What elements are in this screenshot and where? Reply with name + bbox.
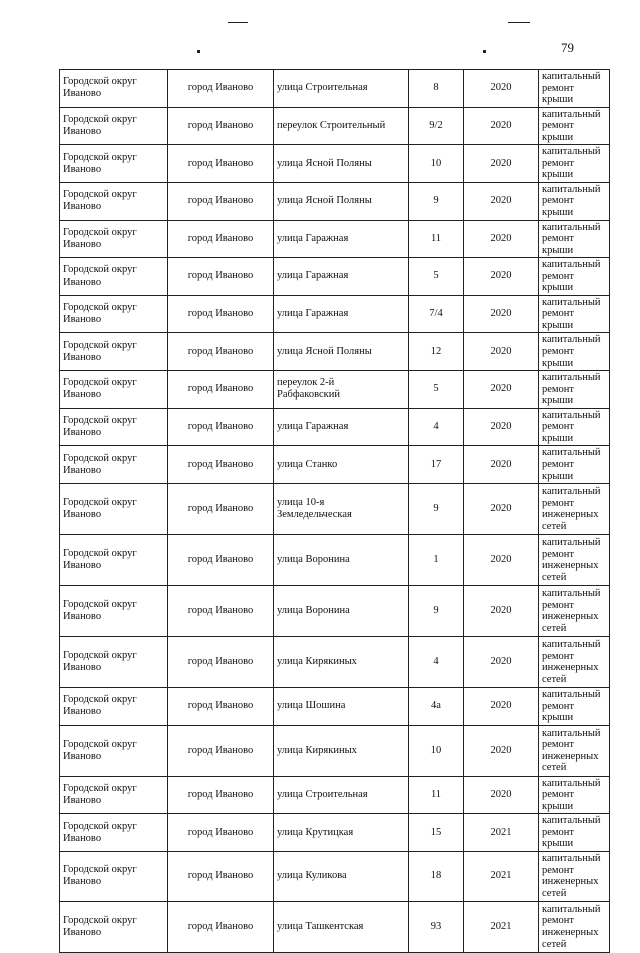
- year-cell-text: 2021: [490, 826, 512, 838]
- table-row: [60, 688, 610, 726]
- street-cell: [274, 220, 409, 258]
- work-type-cell-text: капитальный ремонт крыши: [542, 334, 601, 369]
- table-row: [60, 446, 610, 484]
- work-type-cell: [539, 776, 610, 814]
- year-cell-text: 2020: [490, 82, 512, 94]
- house-number-cell: [409, 70, 464, 108]
- year-cell: [464, 484, 539, 535]
- district-cell: [60, 901, 168, 952]
- year-cell-text: 2020: [490, 788, 512, 800]
- district-cell: [60, 637, 168, 688]
- locality-cell-text: город Иваново: [187, 605, 254, 617]
- year-cell: [464, 725, 539, 776]
- page-number: 79: [561, 40, 574, 55]
- work-type-cell: [539, 851, 610, 901]
- locality-cell: [168, 484, 274, 535]
- district-cell: [60, 182, 168, 220]
- street-cell-text: улица Куликова: [277, 870, 347, 882]
- year-cell: [464, 776, 539, 814]
- district-cell: [60, 70, 168, 108]
- table-row: [60, 776, 610, 814]
- work-type-cell: [539, 725, 610, 776]
- house-number-cell-text: 4: [433, 656, 439, 668]
- locality-cell-text: город Иваново: [187, 119, 254, 131]
- locality-cell: [168, 814, 274, 852]
- street-cell: [274, 408, 409, 446]
- house-number-cell-text: 5: [433, 383, 439, 395]
- table-row: [60, 637, 610, 688]
- house-number-cell-text: 7/4: [429, 308, 443, 320]
- district-cell-text: Городской округ Иваново: [63, 547, 137, 572]
- work-type-cell-text: капитальный ремонт инженерных сетей: [542, 485, 601, 532]
- work-type-cell: [539, 145, 610, 183]
- street-cell-text: улица Воронина: [277, 554, 350, 566]
- locality-cell-text: город Иваново: [187, 700, 254, 712]
- house-number-cell: [409, 725, 464, 776]
- street-cell: [274, 851, 409, 901]
- street-cell-text: улица Строительная: [277, 788, 368, 800]
- year-cell-text: 2020: [490, 119, 512, 131]
- district-cell-text: Городской округ Иваново: [63, 339, 137, 363]
- district-cell-text: Городской округ Иваново: [63, 782, 137, 806]
- district-cell-text: Городской округ Иваново: [63, 820, 137, 844]
- house-number-cell: [409, 851, 464, 901]
- street-cell-text: улица Воронина: [277, 605, 350, 617]
- house-number-cell-text: 17: [430, 458, 442, 470]
- year-cell-text: 2020: [490, 345, 512, 357]
- work-type-cell-text: капитальный ремонт крыши: [542, 447, 601, 482]
- locality-cell-text: город Иваново: [187, 421, 254, 433]
- locality-cell-text: город Иваново: [187, 503, 254, 515]
- table-row: [60, 333, 610, 371]
- year-cell: [464, 901, 539, 952]
- locality-cell-text: город Иваново: [187, 232, 254, 244]
- work-type-cell: [539, 371, 610, 409]
- year-cell-text: 2020: [490, 605, 512, 617]
- locality-cell: [168, 637, 274, 688]
- district-cell-text: Городской округ Иваново: [63, 914, 137, 938]
- work-type-cell-text: капитальный ремонт крыши: [542, 108, 601, 143]
- house-number-cell-text: 5: [433, 270, 439, 282]
- year-cell: [464, 182, 539, 220]
- table-row: [60, 371, 610, 409]
- street-cell: [274, 484, 409, 535]
- house-number-cell-text: 12: [430, 345, 442, 357]
- street-cell-text: улица Станко: [277, 458, 338, 470]
- house-number-cell-text: 93: [430, 920, 442, 932]
- work-type-cell: [539, 408, 610, 446]
- house-number-cell: [409, 258, 464, 296]
- house-number-cell: [409, 145, 464, 183]
- street-cell: [274, 182, 409, 220]
- street-cell: [274, 145, 409, 183]
- district-cell: [60, 295, 168, 333]
- street-cell: [274, 637, 409, 688]
- street-cell: [274, 446, 409, 484]
- locality-cell-text: город Иваново: [187, 383, 254, 395]
- street-cell-text: улица Гаражная: [277, 421, 349, 433]
- locality-cell: [168, 776, 274, 814]
- district-cell-text: Городской округ Иваново: [63, 452, 137, 476]
- house-number-cell: [409, 446, 464, 484]
- year-cell: [464, 535, 539, 586]
- year-cell-text: 2021: [490, 870, 512, 882]
- work-type-cell: [539, 258, 610, 296]
- table-row: [60, 408, 610, 446]
- house-number-cell-text: 11: [430, 788, 442, 800]
- scan-mark: [508, 22, 530, 23]
- street-cell: [274, 371, 409, 409]
- work-type-cell: [539, 637, 610, 688]
- district-cell-text: Городской округ Иваново: [63, 377, 137, 401]
- house-number-cell-text: 18: [430, 870, 442, 882]
- work-type-cell-text: капитальный ремонт крыши: [542, 777, 601, 812]
- year-cell-text: 2020: [490, 700, 512, 712]
- year-cell: [464, 637, 539, 688]
- table-row: [60, 182, 610, 220]
- year-cell: [464, 688, 539, 726]
- locality-cell: [168, 535, 274, 586]
- work-type-cell-text: капитальный ремонт крыши: [542, 815, 601, 850]
- district-cell-text: Городской округ Иваново: [63, 598, 137, 623]
- year-cell-text: 2020: [490, 656, 512, 668]
- work-type-cell-text: капитальный ремонт инженерных сетей: [542, 536, 601, 583]
- table-row: [60, 145, 610, 183]
- work-type-cell-text: капитальный ремонт инженерных сетей: [542, 638, 601, 685]
- year-cell: [464, 586, 539, 637]
- street-cell-text: переулок Строительный: [277, 119, 386, 131]
- work-type-cell-text: капитальный ремонт крыши: [542, 372, 601, 407]
- work-type-cell: [539, 535, 610, 586]
- district-cell: [60, 446, 168, 484]
- district-cell-text: Городской округ Иваново: [63, 189, 137, 213]
- locality-cell: [168, 446, 274, 484]
- street-cell: [274, 725, 409, 776]
- street-cell-text: улица Гаражная: [277, 232, 349, 244]
- street-cell: [274, 688, 409, 726]
- work-type-cell: [539, 70, 610, 108]
- locality-cell: [168, 258, 274, 296]
- house-number-cell: [409, 637, 464, 688]
- work-type-cell: [539, 220, 610, 258]
- work-type-cell: [539, 182, 610, 220]
- street-cell: [274, 901, 409, 952]
- table-row: [60, 586, 610, 637]
- house-number-cell-text: 15: [430, 826, 442, 838]
- house-number-cell: [409, 586, 464, 637]
- house-number-cell-text: 9: [433, 195, 439, 207]
- locality-cell: [168, 145, 274, 183]
- scan-mark: [228, 22, 248, 23]
- street-cell-text: улица Ясной Поляны: [277, 345, 372, 357]
- locality-cell: [168, 901, 274, 952]
- table-row: [60, 814, 610, 852]
- district-cell-text: Городской округ Иваново: [63, 496, 137, 521]
- year-cell: [464, 70, 539, 108]
- district-cell-text: Городской округ Иваново: [63, 113, 137, 137]
- work-type-cell: [539, 333, 610, 371]
- year-cell-text: 2021: [490, 920, 512, 932]
- work-type-cell-text: капитальный ремонт крыши: [542, 221, 601, 256]
- locality-cell-text: город Иваново: [187, 656, 254, 668]
- locality-cell-text: город Иваново: [187, 920, 254, 932]
- locality-cell-text: город Иваново: [187, 554, 254, 566]
- year-cell: [464, 371, 539, 409]
- year-cell-text: 2020: [490, 270, 512, 282]
- locality-cell: [168, 182, 274, 220]
- district-cell-text: Городской округ Иваново: [63, 76, 137, 100]
- work-type-cell-text: капитальный ремонт крыши: [542, 71, 601, 106]
- work-type-cell-text: капитальный ремонт инженерных сетей: [542, 853, 601, 900]
- street-cell-text: улица Кирякиных: [277, 744, 357, 756]
- street-cell: [274, 333, 409, 371]
- locality-cell-text: город Иваново: [187, 744, 254, 756]
- house-number-cell: [409, 408, 464, 446]
- locality-cell-text: город Иваново: [187, 788, 254, 800]
- house-number-cell: [409, 107, 464, 145]
- year-cell-text: 2020: [490, 744, 512, 756]
- district-cell-text: Городской округ Иваново: [63, 738, 137, 762]
- year-cell: [464, 814, 539, 852]
- year-cell-text: 2020: [490, 232, 512, 244]
- house-number-cell-text: 9: [433, 503, 439, 515]
- house-number-cell-text: 10: [430, 744, 442, 756]
- table-row: [60, 851, 610, 901]
- locality-cell-text: город Иваново: [187, 270, 254, 282]
- district-cell: [60, 258, 168, 296]
- locality-cell: [168, 107, 274, 145]
- street-cell: [274, 586, 409, 637]
- year-cell: [464, 107, 539, 145]
- locality-cell-text: город Иваново: [187, 308, 254, 320]
- house-number-cell-text: 9: [433, 605, 439, 617]
- district-cell-text: Городской округ Иваново: [63, 264, 137, 288]
- house-number-cell: [409, 688, 464, 726]
- locality-cell-text: город Иваново: [187, 157, 254, 169]
- street-cell-text: улица Шошина: [277, 700, 346, 712]
- table-body: [60, 70, 610, 953]
- work-type-cell-text: капитальный ремонт крыши: [542, 259, 601, 294]
- work-type-cell: [539, 295, 610, 333]
- table-row: [60, 535, 610, 586]
- table-row: [60, 70, 610, 108]
- street-cell: [274, 295, 409, 333]
- house-number-cell: [409, 776, 464, 814]
- street-cell-text: улица Строительная: [277, 82, 368, 94]
- year-cell-text: 2020: [490, 195, 512, 207]
- table-row: [60, 258, 610, 296]
- work-type-cell-text: капитальный ремонт крыши: [542, 409, 601, 444]
- locality-cell-text: город Иваново: [187, 458, 254, 470]
- house-number-cell-text: 1: [433, 554, 439, 566]
- work-type-cell-text: капитальный ремонт крыши: [542, 183, 601, 219]
- year-cell: [464, 446, 539, 484]
- table-row: [60, 220, 610, 258]
- locality-cell-text: город Иваново: [187, 345, 254, 357]
- year-cell: [464, 333, 539, 371]
- year-cell: [464, 145, 539, 183]
- street-cell: [274, 107, 409, 145]
- locality-cell-text: город Иваново: [187, 826, 254, 838]
- street-cell: [274, 535, 409, 586]
- district-cell: [60, 851, 168, 901]
- street-cell-text: улица Ясной Поляны: [277, 195, 372, 207]
- district-cell-text: Городской округ Иваново: [63, 415, 137, 439]
- year-cell-text: 2020: [490, 421, 512, 433]
- house-number-cell: [409, 901, 464, 952]
- house-number-cell: [409, 371, 464, 409]
- year-cell-text: 2020: [490, 503, 512, 515]
- street-cell-text: улица Ясной Поляны: [277, 157, 372, 169]
- locality-cell: [168, 688, 274, 726]
- year-cell-text: 2020: [490, 308, 512, 320]
- house-number-cell-text: 9/2: [429, 119, 443, 131]
- district-cell: [60, 814, 168, 852]
- locality-cell: [168, 70, 274, 108]
- street-cell-text: улица Гаражная: [277, 270, 349, 282]
- locality-cell-text: город Иваново: [187, 870, 254, 882]
- scan-mark: [197, 50, 200, 53]
- year-cell-text: 2020: [490, 458, 512, 470]
- year-cell-text: 2020: [490, 383, 512, 395]
- district-cell: [60, 688, 168, 726]
- house-number-cell: [409, 220, 464, 258]
- work-type-cell-text: капитальный ремонт инженерных сетей: [542, 903, 601, 950]
- locality-cell: [168, 586, 274, 637]
- district-cell-text: Городской округ Иваново: [63, 864, 137, 888]
- street-cell-text: улица Кирякиных: [277, 656, 357, 668]
- year-cell: [464, 408, 539, 446]
- house-number-cell: [409, 814, 464, 852]
- work-type-cell: [539, 446, 610, 484]
- locality-cell-text: город Иваново: [187, 82, 254, 94]
- table-row: [60, 484, 610, 535]
- district-cell: [60, 220, 168, 258]
- locality-cell: [168, 851, 274, 901]
- house-number-cell-text: 4: [433, 421, 439, 433]
- house-number-cell-text: 10: [430, 157, 442, 169]
- locality-cell: [168, 220, 274, 258]
- work-type-cell-text: капитальный ремонт крыши: [542, 689, 601, 724]
- housing-repair-table: [59, 69, 610, 953]
- table-row: [60, 107, 610, 145]
- house-number-cell: [409, 535, 464, 586]
- street-cell: [274, 258, 409, 296]
- scan-mark: [483, 50, 486, 53]
- district-cell: [60, 371, 168, 409]
- district-cell-text: Городской округ Иваново: [63, 151, 137, 175]
- street-cell-text: переулок 2-й Рабфаковский: [277, 377, 341, 401]
- street-cell: [274, 70, 409, 108]
- house-number-cell: [409, 333, 464, 371]
- table-row: [60, 295, 610, 333]
- district-cell: [60, 107, 168, 145]
- house-number-cell: [409, 182, 464, 220]
- year-cell-text: 2020: [490, 554, 512, 566]
- work-type-cell-text: капитальный ремонт крыши: [542, 146, 601, 181]
- street-cell-text: улица Ташкентская: [277, 920, 364, 932]
- district-cell: [60, 535, 168, 586]
- year-cell: [464, 851, 539, 901]
- locality-cell-text: город Иваново: [187, 195, 254, 207]
- district-cell: [60, 725, 168, 776]
- table-row: [60, 725, 610, 776]
- house-number-cell-text: 4а: [431, 700, 441, 712]
- district-cell: [60, 776, 168, 814]
- district-cell-text: Городской округ Иваново: [63, 302, 137, 326]
- district-cell-text: Городской округ Иваново: [63, 649, 137, 674]
- work-type-cell: [539, 484, 610, 535]
- district-cell: [60, 484, 168, 535]
- work-type-cell: [539, 901, 610, 952]
- work-type-cell: [539, 814, 610, 852]
- work-type-cell-text: капитальный ремонт инженерных сетей: [542, 727, 601, 774]
- house-number-cell-text: 11: [430, 232, 442, 244]
- year-cell-text: 2020: [490, 157, 512, 169]
- house-number-cell: [409, 484, 464, 535]
- district-cell-text: Городской округ Иваново: [63, 694, 137, 718]
- year-cell: [464, 295, 539, 333]
- house-number-cell-text: 8: [433, 82, 439, 94]
- year-cell: [464, 220, 539, 258]
- district-cell: [60, 586, 168, 637]
- street-cell-text: улица Крутицкая: [277, 826, 354, 838]
- locality-cell: [168, 725, 274, 776]
- work-type-cell: [539, 107, 610, 145]
- street-cell-text: улица Гаражная: [277, 308, 349, 320]
- table-row: [60, 901, 610, 952]
- locality-cell: [168, 333, 274, 371]
- street-cell: [274, 776, 409, 814]
- district-cell-text: Городской округ Иваново: [63, 226, 137, 250]
- work-type-cell: [539, 586, 610, 637]
- locality-cell: [168, 295, 274, 333]
- locality-cell: [168, 371, 274, 409]
- locality-cell: [168, 408, 274, 446]
- work-type-cell: [539, 688, 610, 726]
- district-cell: [60, 408, 168, 446]
- district-cell: [60, 145, 168, 183]
- district-cell: [60, 333, 168, 371]
- street-cell: [274, 814, 409, 852]
- work-type-cell-text: капитальный ремонт крыши: [542, 296, 601, 331]
- street-cell-text: улица 10-я Земледельческая: [277, 496, 352, 521]
- year-cell: [464, 258, 539, 296]
- work-type-cell-text: капитальный ремонт инженерных сетей: [542, 587, 601, 634]
- house-number-cell: [409, 295, 464, 333]
